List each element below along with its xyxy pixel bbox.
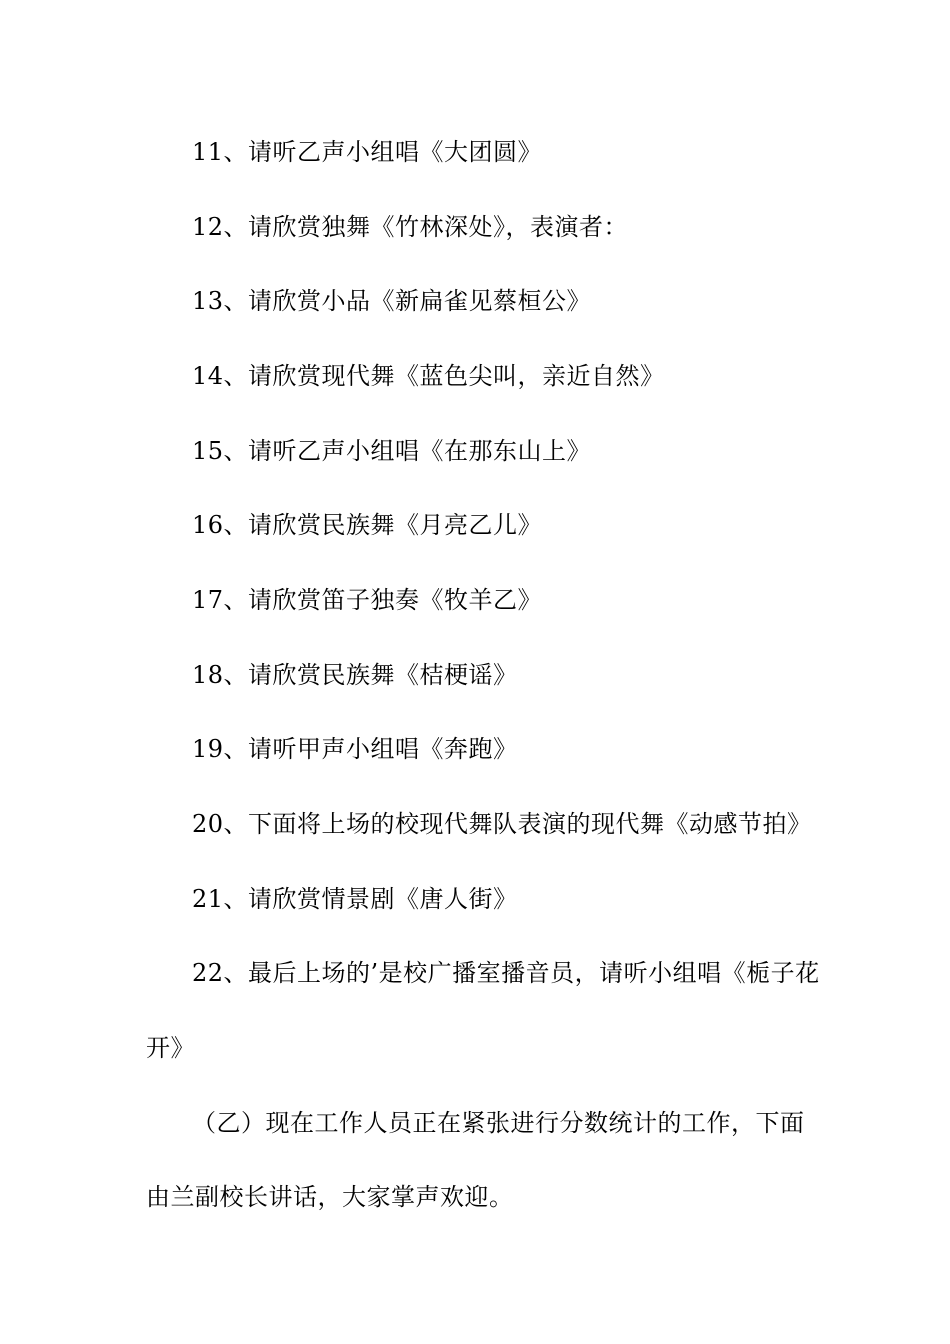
program-item-22: 22、最后上场的’是校广播室播音员，请听小组唱《栀子花: [192, 959, 820, 987]
program-item-19: 19、请听甲声小组唱《奔跑》: [192, 735, 518, 763]
program-item-17: 17、请欣赏笛子独奏《牧羊乙》: [192, 586, 543, 614]
program-item-11: 11、请听乙声小组唱《大团圆》: [192, 138, 543, 166]
program-item-12: 12、请欣赏独舞《竹林深处》，表演者：: [192, 213, 629, 241]
closing-paragraph-line-2: 由兰副校长讲话，大家掌声欢迎。: [146, 1183, 514, 1211]
program-item-14: 14、请欣赏现代舞《蓝色尖叫，亲近自然》: [192, 362, 665, 390]
program-item-22-continuation: 开》: [146, 1034, 195, 1062]
program-item-16: 16、请欣赏民族舞《月亮乙儿》: [192, 511, 543, 539]
program-item-15: 15、请听乙声小组唱《在那东山上》: [192, 437, 592, 465]
program-item-13: 13、请欣赏小品《新扁雀见蔡桓公》: [192, 287, 592, 315]
program-item-18: 18、请欣赏民族舞《桔梗谣》: [192, 661, 518, 689]
program-item-21: 21、请欣赏情景剧《唐人街》: [192, 885, 518, 913]
program-item-20: 20、下面将上场的校现代舞队表演的现代舞《动感节拍》: [192, 810, 812, 838]
closing-paragraph-line-1: （乙）现在工作人员正在紧张进行分数统计的工作，下面: [192, 1109, 805, 1137]
